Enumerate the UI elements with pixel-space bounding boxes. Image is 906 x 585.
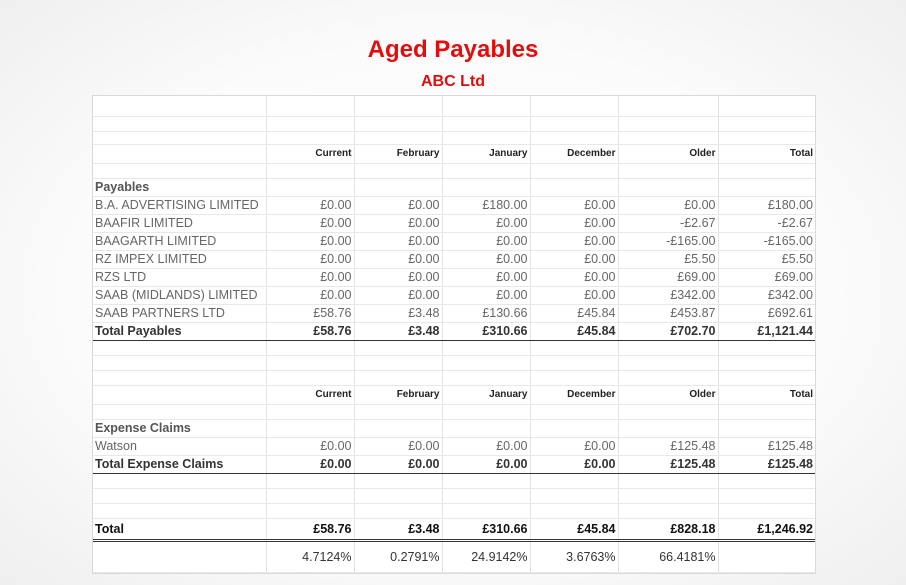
value-cell xyxy=(618,474,718,489)
value-cell: December xyxy=(530,145,618,164)
value-cell xyxy=(442,405,530,420)
value-cell: £0.00 xyxy=(442,438,530,456)
value-cell xyxy=(354,474,442,489)
value-cell: £692.61 xyxy=(718,305,815,323)
value-cell xyxy=(354,371,442,386)
value-cell xyxy=(442,341,530,356)
value-cell xyxy=(354,164,442,179)
value-cell xyxy=(442,420,530,438)
row-label-cell: BAAGARTH LIMITED xyxy=(93,233,266,251)
value-cell: £0.00 xyxy=(354,197,442,215)
row-label-cell: Payables xyxy=(93,179,266,197)
value-cell xyxy=(266,179,354,197)
value-cell: £0.00 xyxy=(354,269,442,287)
value-cell: Current xyxy=(266,145,354,164)
column-header-row xyxy=(93,145,815,164)
row-label-cell: B.A. ADVERTISING LIMITED xyxy=(93,197,266,215)
value-cell xyxy=(530,405,618,420)
blank-row xyxy=(93,132,815,145)
company-name: ABC Ltd xyxy=(421,73,485,90)
value-cell: £1,246.92 xyxy=(718,519,815,541)
value-cell xyxy=(266,356,354,371)
row-label-cell: SAAB PARTNERS LTD xyxy=(93,305,266,323)
value-cell xyxy=(618,405,718,420)
value-cell: -£165.00 xyxy=(618,233,718,251)
column-header-row-2 xyxy=(93,386,815,405)
value-cell: £0.00 xyxy=(266,456,354,474)
value-cell xyxy=(618,371,718,386)
value-cell: £0.00 xyxy=(530,251,618,269)
value-cell: -£165.00 xyxy=(718,233,815,251)
value-cell xyxy=(530,96,618,117)
blank-row xyxy=(93,164,815,179)
value-cell xyxy=(442,117,530,132)
value-cell: £45.84 xyxy=(530,323,618,341)
value-cell: £453.87 xyxy=(618,305,718,323)
value-cell xyxy=(266,405,354,420)
row-label-cell xyxy=(93,541,266,573)
value-cell: £125.48 xyxy=(718,456,815,474)
value-cell: 4.7124% xyxy=(266,541,354,573)
value-cell xyxy=(442,504,530,519)
percentage-row xyxy=(93,541,815,573)
value-cell xyxy=(718,341,815,356)
value-cell xyxy=(618,489,718,504)
value-cell: Current xyxy=(266,386,354,405)
table-row xyxy=(93,269,815,287)
value-cell: £0.00 xyxy=(442,287,530,305)
value-cell xyxy=(618,504,718,519)
value-cell: £180.00 xyxy=(718,197,815,215)
value-cell xyxy=(354,96,442,117)
value-cell xyxy=(718,489,815,504)
value-cell: £3.48 xyxy=(354,519,442,541)
section-heading-expense-claims xyxy=(93,420,815,438)
grand-total-row xyxy=(93,519,815,541)
row-label-cell: Total xyxy=(93,519,266,541)
row-label-cell xyxy=(93,164,266,179)
value-cell xyxy=(266,132,354,145)
value-cell xyxy=(530,371,618,386)
blank-row xyxy=(93,356,815,371)
value-cell: 0.2791% xyxy=(354,541,442,573)
row-label-cell xyxy=(93,145,266,164)
blank-row xyxy=(93,474,815,489)
value-cell xyxy=(530,474,618,489)
value-cell xyxy=(442,356,530,371)
blank-row xyxy=(93,489,815,504)
value-cell: £0.00 xyxy=(266,197,354,215)
row-label-cell: BAAFIR LIMITED xyxy=(93,215,266,233)
value-cell xyxy=(354,341,442,356)
value-cell: £0.00 xyxy=(266,287,354,305)
value-cell xyxy=(530,341,618,356)
value-cell: £180.00 xyxy=(442,197,530,215)
value-cell xyxy=(442,474,530,489)
value-cell: £0.00 xyxy=(530,215,618,233)
value-cell xyxy=(354,489,442,504)
row-label-cell: Expense Claims xyxy=(93,420,266,438)
value-cell xyxy=(354,179,442,197)
value-cell: £58.76 xyxy=(266,519,354,541)
value-cell: £45.84 xyxy=(530,305,618,323)
blank-row xyxy=(93,371,815,386)
value-cell: £0.00 xyxy=(266,233,354,251)
value-cell: £69.00 xyxy=(618,269,718,287)
row-label-cell xyxy=(93,371,266,386)
value-cell xyxy=(618,179,718,197)
row-label-cell xyxy=(93,489,266,504)
value-cell: January xyxy=(442,386,530,405)
blank-row xyxy=(93,117,815,132)
value-cell xyxy=(354,504,442,519)
value-cell xyxy=(266,371,354,386)
row-label-cell: RZS LTD xyxy=(93,269,266,287)
value-cell: £828.18 xyxy=(618,519,718,541)
value-cell xyxy=(718,96,815,117)
value-cell xyxy=(442,96,530,117)
row-label-cell: Total Expense Claims xyxy=(93,456,266,474)
aged-payables-sheet xyxy=(92,95,816,574)
value-cell xyxy=(530,179,618,197)
value-cell: £0.00 xyxy=(530,233,618,251)
value-cell xyxy=(618,132,718,145)
value-cell: £310.66 xyxy=(442,519,530,541)
row-label-cell xyxy=(93,504,266,519)
value-cell xyxy=(530,420,618,438)
value-cell: £342.00 xyxy=(718,287,815,305)
value-cell: £0.00 xyxy=(442,233,530,251)
value-cell xyxy=(718,371,815,386)
value-cell: £0.00 xyxy=(530,287,618,305)
value-cell: £0.00 xyxy=(354,456,442,474)
value-cell: £0.00 xyxy=(618,197,718,215)
value-cell xyxy=(442,489,530,504)
value-cell: £0.00 xyxy=(442,269,530,287)
value-cell: Total xyxy=(718,386,815,405)
value-cell: £0.00 xyxy=(266,269,354,287)
value-cell xyxy=(266,117,354,132)
value-cell xyxy=(718,504,815,519)
value-cell: £0.00 xyxy=(354,438,442,456)
row-label-cell: RZ IMPEX LIMITED xyxy=(93,251,266,269)
value-cell xyxy=(618,164,718,179)
value-cell xyxy=(442,164,530,179)
row-label-cell xyxy=(93,356,266,371)
value-cell xyxy=(266,420,354,438)
value-cell xyxy=(530,132,618,145)
value-cell: £0.00 xyxy=(530,197,618,215)
value-cell: £0.00 xyxy=(530,456,618,474)
value-cell: £69.00 xyxy=(718,269,815,287)
table-row xyxy=(93,251,815,269)
value-cell xyxy=(718,474,815,489)
value-cell: Older xyxy=(618,386,718,405)
value-cell: £0.00 xyxy=(530,438,618,456)
value-cell xyxy=(442,371,530,386)
value-cell: £58.76 xyxy=(266,323,354,341)
value-cell xyxy=(718,356,815,371)
row-label-cell: Total Payables xyxy=(93,323,266,341)
value-cell: £0.00 xyxy=(266,438,354,456)
value-cell: Total xyxy=(718,145,815,164)
value-cell xyxy=(442,179,530,197)
row-label-cell xyxy=(93,474,266,489)
value-cell: £5.50 xyxy=(718,251,815,269)
value-cell xyxy=(718,179,815,197)
value-cell xyxy=(266,474,354,489)
value-cell xyxy=(354,117,442,132)
value-cell: -£2.67 xyxy=(618,215,718,233)
row-label-cell xyxy=(93,96,266,117)
value-cell: £342.00 xyxy=(618,287,718,305)
table-row xyxy=(93,438,815,456)
value-cell: £125.48 xyxy=(618,438,718,456)
value-cell xyxy=(530,117,618,132)
value-cell: February xyxy=(354,145,442,164)
value-cell xyxy=(530,164,618,179)
row-label-cell: Watson xyxy=(93,438,266,456)
total-payables-row xyxy=(93,323,815,341)
row-label-cell xyxy=(93,117,266,132)
value-cell: £0.00 xyxy=(530,269,618,287)
row-label-cell xyxy=(93,405,266,420)
table-row xyxy=(93,233,815,251)
value-cell xyxy=(354,420,442,438)
value-cell: £0.00 xyxy=(266,215,354,233)
value-cell: £130.66 xyxy=(442,305,530,323)
value-cell xyxy=(266,504,354,519)
blank-row xyxy=(93,405,815,420)
value-cell: £0.00 xyxy=(354,251,442,269)
value-cell: £58.76 xyxy=(266,305,354,323)
value-cell: £310.66 xyxy=(442,323,530,341)
value-cell xyxy=(618,341,718,356)
aged-payables-table xyxy=(93,96,815,573)
value-cell: 3.6763% xyxy=(530,541,618,573)
value-cell xyxy=(618,356,718,371)
table-row xyxy=(93,287,815,305)
value-cell: £702.70 xyxy=(618,323,718,341)
blank-row xyxy=(93,341,815,356)
value-cell xyxy=(266,164,354,179)
value-cell: Older xyxy=(618,145,718,164)
row-label-cell xyxy=(93,341,266,356)
value-cell xyxy=(530,356,618,371)
value-cell xyxy=(718,541,815,573)
value-cell: £125.48 xyxy=(618,456,718,474)
value-cell: £0.00 xyxy=(266,251,354,269)
value-cell: £0.00 xyxy=(442,456,530,474)
value-cell xyxy=(530,489,618,504)
value-cell: £5.50 xyxy=(618,251,718,269)
value-cell: 24.9142% xyxy=(442,541,530,573)
value-cell: -£2.67 xyxy=(718,215,815,233)
row-label-cell xyxy=(93,132,266,145)
row-label-cell: SAAB (MIDLANDS) LIMITED xyxy=(93,287,266,305)
report-title: Aged Payables xyxy=(367,36,539,63)
value-cell xyxy=(718,405,815,420)
value-cell: £125.48 xyxy=(718,438,815,456)
table-row xyxy=(93,305,815,323)
value-cell xyxy=(354,356,442,371)
value-cell: February xyxy=(354,386,442,405)
section-heading-payables xyxy=(93,179,815,197)
value-cell xyxy=(718,117,815,132)
row-label-cell xyxy=(93,386,266,405)
value-cell xyxy=(266,489,354,504)
value-cell: £0.00 xyxy=(354,287,442,305)
value-cell xyxy=(618,117,718,132)
value-cell xyxy=(618,420,718,438)
value-cell: January xyxy=(442,145,530,164)
value-cell xyxy=(354,405,442,420)
total-expense-claims-row xyxy=(93,456,815,474)
table-row xyxy=(93,215,815,233)
value-cell: £3.48 xyxy=(354,305,442,323)
value-cell: £45.84 xyxy=(530,519,618,541)
value-cell xyxy=(266,341,354,356)
value-cell xyxy=(354,132,442,145)
value-cell: £3.48 xyxy=(354,323,442,341)
value-cell: 66.4181% xyxy=(618,541,718,573)
value-cell: £0.00 xyxy=(442,251,530,269)
value-cell xyxy=(530,504,618,519)
table-row xyxy=(93,197,815,215)
table-body xyxy=(93,96,815,573)
value-cell: £0.00 xyxy=(354,233,442,251)
value-cell: £1,121.44 xyxy=(718,323,815,341)
value-cell xyxy=(266,96,354,117)
value-cell: December xyxy=(530,386,618,405)
value-cell xyxy=(718,164,815,179)
value-cell xyxy=(718,420,815,438)
value-cell xyxy=(442,132,530,145)
value-cell xyxy=(718,132,815,145)
value-cell: £0.00 xyxy=(354,215,442,233)
blank-row xyxy=(93,96,815,117)
blank-row xyxy=(93,504,815,519)
value-cell: £0.00 xyxy=(442,215,530,233)
value-cell xyxy=(618,96,718,117)
